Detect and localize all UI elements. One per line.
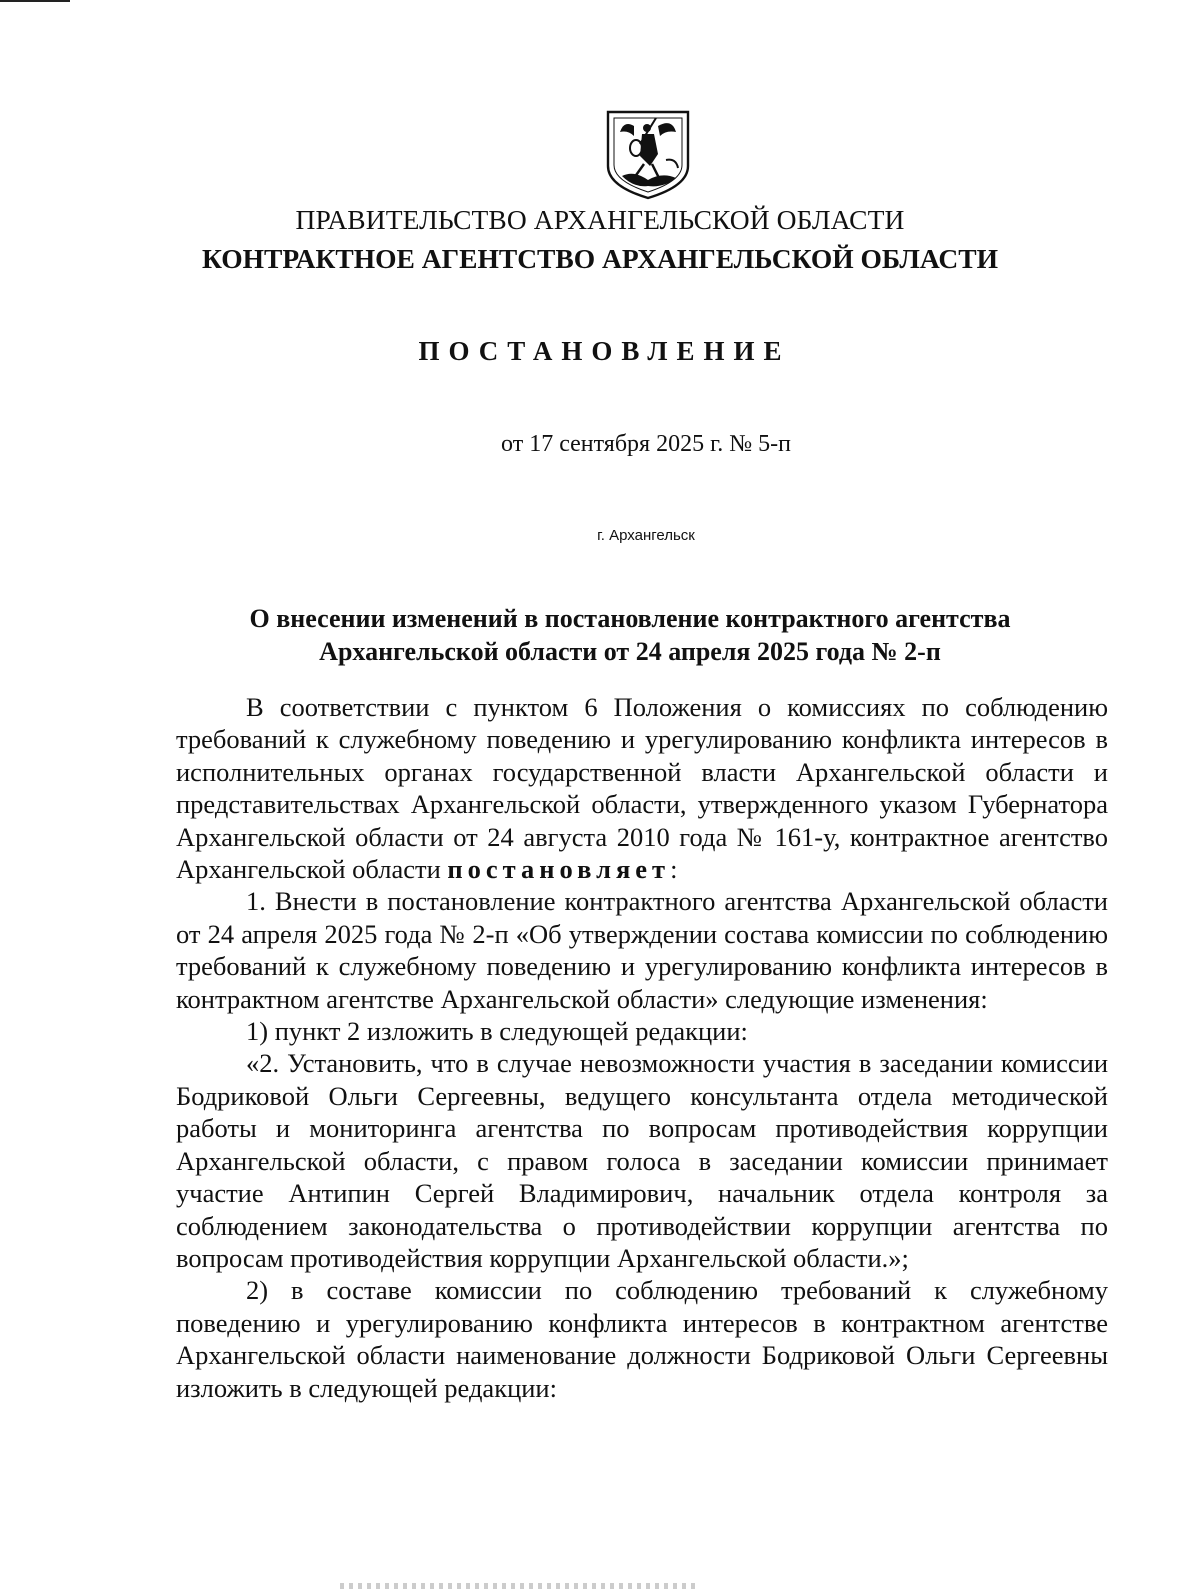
agency-name: КОНТРАКТНОЕ АГЕНТСТВО АРХАНГЕЛЬСКОЙ ОБЛАСТИ — [201, 243, 999, 274]
paragraph-item-1: 1. Внести в постановление контрактного агентства Архангельской области от 24 апреля 2025 года № 2-п «Об утверждении состава комиссии по соблюдению требований к служебному поведению и урегулированию конфликта интересов в контрактном агентстве Архангельской области» следующие изменения: — [176, 886, 1108, 1014]
document-title: О внесении изменений в постановление контрактного агентства Архангельской области от 24 апреля 2025 года № 2-п — [249, 604, 1011, 666]
preamble-text: В соответствии с пунктом 6 Положения о комиссиях по соблюдению требований к служебному поведению и урегулированию конфликта интересов в исполнительных органах государственной власти Архангельской области и представительствах Архангельской области, утвержденного указом Губернатора Архангельской области от 24 августа 2010 года № 161-у, контрактное агентство Архангельской области — [176, 692, 1108, 885]
document-body — [176, 691, 1108, 1404]
scan-artifact — [0, 0, 70, 2]
coat-of-arms-icon — [604, 108, 692, 200]
government-name: ПРАВИТЕЛЬСТВО АРХАНГЕЛЬСКОЙ ОБЛАСТИ — [295, 204, 905, 235]
decree-keyword: постановляет — [447, 854, 671, 885]
paragraph-quoted-item-2: «2. Установить, что в случае невозможности участия в заседании комиссии Бодриковой Ольги Сергеевны, ведущего консультанта отдела методической работы и мониторинга агентства по вопросам противодействия коррупции Архангельской области, с правом голоса в заседании комиссии принимает участие Антипин Сергей Владимирович, начальник отдела контроля за соблюдением законодательства о противодействии коррупции агентства по вопросам противодействия коррупции Архангельской области.»; — [176, 1048, 1108, 1273]
scan-bleed-artifact — [340, 1583, 700, 1589]
paragraph-subitem-1: 1) пункт 2 изложить в следующей редакции: — [246, 1016, 748, 1047]
document-type: ПОСТАНОВЛЕНИЕ — [418, 336, 791, 366]
document-date-number: от 17 сентября 2025 г. № 5-п — [501, 431, 791, 457]
document-city: г. Архангельск — [597, 527, 695, 544]
preamble-colon: : — [670, 854, 678, 885]
paragraph-preamble — [176, 691, 1108, 885]
paragraph-subitem-2: 2) в составе комиссии по соблюдению требований к служебному поведению и урегулированию конфликта интересов в контрактном агентстве Архангельской области наименование должности Бодриковой Ольги Сергеевны изложить в следующей редакции: — [176, 1275, 1108, 1403]
